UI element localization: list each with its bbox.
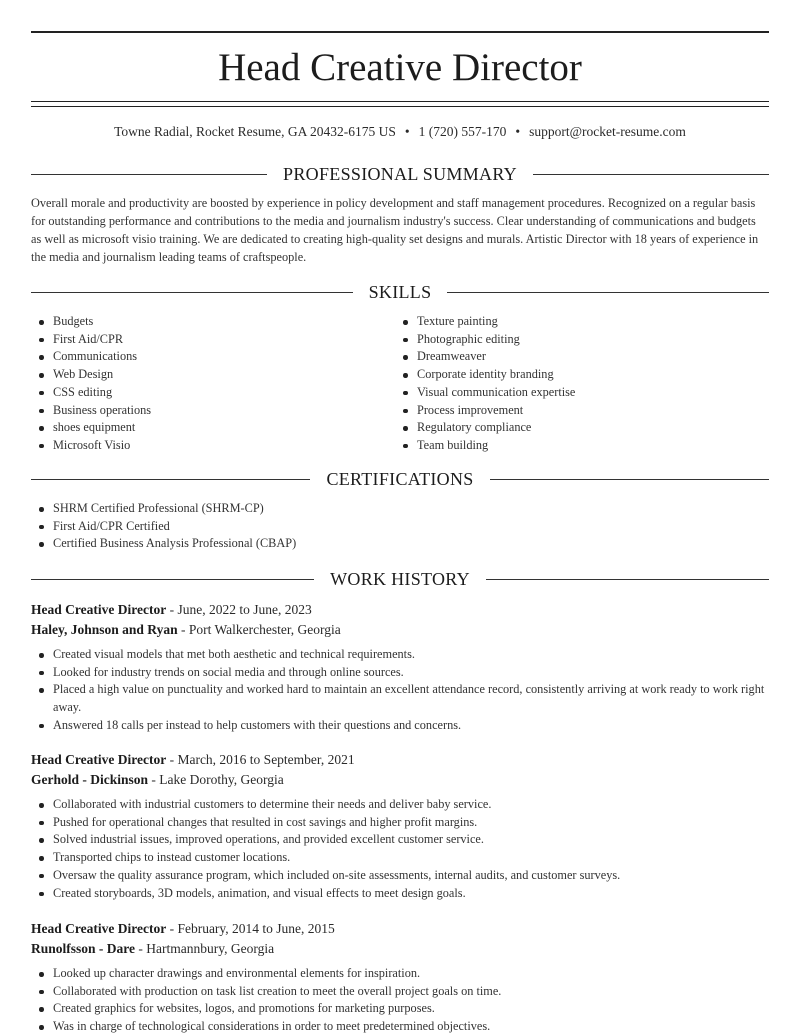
contact-separator: •: [515, 124, 521, 139]
skill-item: Web Design: [31, 366, 391, 384]
summary-text: Overall morale and productivity are boosted by experience in policy development and staff management procedures. Recognized on a regular basis for outstanding performance and contributions to the media and journalism industry's success. Clear understanding of communications and budgets as well as microsoft visio training. We are dedicated to creating high-quality set designs and murals. Artistic Director with 18 years of experience in the media and journalism leading teams of craftspeople.: [31, 196, 759, 264]
certification-item: Certified Business Analysis Professional (CBAP): [31, 535, 769, 553]
skill-item: Corporate identity branding: [395, 366, 769, 384]
job-duties-list: [31, 796, 769, 902]
job-duty-item: Was in charge of technological considerations in order to meet predetermined objectives.: [31, 1018, 769, 1036]
skill-item: Team building: [395, 437, 769, 455]
job-company: Gerhold - Dickinson: [31, 771, 149, 787]
job-duties-list: [31, 646, 769, 735]
contact-phone: 1 (720) 557-170: [418, 124, 507, 139]
skill-item: Business operations: [31, 402, 391, 420]
skill-item: Visual communication expertise: [395, 384, 769, 402]
job-duty-item: Placed a high value on punctuality and worked hard to maintain an excellent attendance record, consistently arriving at work ready to work right away.: [31, 681, 769, 716]
contact-address: Towne Radial, Rocket Resume, GA 20432-6175 US: [114, 124, 396, 139]
job-company-line: [31, 770, 769, 790]
job-duty-item: Created visual models that met both aesthetic and technical requirements.: [31, 646, 769, 664]
skills-list-right: [395, 313, 769, 455]
heading-rule: [31, 292, 353, 293]
section-title: PROFESSIONAL SUMMARY: [283, 164, 517, 184]
page-title: Head Creative Director: [218, 46, 582, 89]
skill-item: Microsoft Visio: [31, 437, 391, 455]
skill-item: Texture painting: [395, 313, 769, 331]
skill-item: First Aid/CPR: [31, 331, 391, 349]
job-company-line: [31, 620, 769, 640]
job-location: - Hartmannbury, Georgia: [135, 940, 275, 956]
job-entry: [31, 919, 769, 1036]
certifications-list: [31, 500, 769, 553]
job-location: - Lake Dorothy, Georgia: [148, 771, 284, 787]
contact-email: support@rocket-resume.com: [529, 124, 686, 139]
skill-item: Photographic editing: [395, 331, 769, 349]
heading-rule: [490, 479, 769, 480]
skill-item: Communications: [31, 348, 391, 366]
job-duty-item: Pushed for operational changes that resulted in cost savings and higher profit margins.: [31, 814, 769, 832]
job-duty-item: Collaborated with industrial customers to determine their needs and deliver baby service.: [31, 796, 769, 814]
section-heading-skills: [31, 279, 769, 305]
title-rule-lower: [31, 106, 769, 107]
job-duty-item: Looked for industry trends on social media and through online sources.: [31, 664, 769, 682]
job-duty-item: Transported chips to instead customer locations.: [31, 849, 769, 867]
contact-separator: •: [404, 124, 410, 139]
skill-item: Dreamweaver: [395, 348, 769, 366]
skill-item: CSS editing: [31, 384, 391, 402]
top-rule: [31, 31, 769, 33]
job-company: Runolfsson - Dare: [31, 940, 136, 956]
job-title: Head Creative Director: [31, 921, 167, 936]
section-heading-certifications: [31, 466, 769, 492]
job-dates: - March, 2016 to September, 2021: [166, 752, 355, 767]
job-location: - Port Walkerchester, Georgia: [177, 621, 341, 637]
heading-rule: [31, 174, 267, 175]
job-company: Haley, Johnson and Ryan: [31, 621, 178, 637]
job-title-line: [31, 600, 769, 620]
job-entry: [31, 750, 769, 902]
section-title: WORK HISTORY: [330, 569, 470, 589]
heading-rule: [447, 292, 769, 293]
certification-item: SHRM Certified Professional (SHRM-CP): [31, 500, 769, 518]
job-duties-list: [31, 965, 769, 1036]
job-duty-item: Looked up character drawings and environmental elements for inspiration.: [31, 965, 769, 983]
job-duty-item: Created storyboards, 3D models, animation, and visual effects to meet design goals.: [31, 885, 769, 903]
job-dates: - June, 2022 to June, 2023: [166, 602, 312, 617]
skill-item: shoes equipment: [31, 419, 391, 437]
job-title: Head Creative Director: [31, 752, 167, 767]
contact-line: [31, 122, 769, 142]
section-heading-work-history: [31, 566, 769, 592]
certification-item: First Aid/CPR Certified: [31, 518, 769, 536]
skills-list-left: [31, 313, 391, 455]
job-company-line: [31, 939, 769, 959]
section-title: SKILLS: [368, 282, 432, 302]
heading-rule: [533, 174, 769, 175]
job-duty-item: Solved industrial issues, improved operations, and provided excellent customer service.: [31, 831, 769, 849]
heading-rule: [486, 579, 769, 580]
job-entry: [31, 600, 769, 735]
job-dates: - February, 2014 to June, 2015: [166, 921, 335, 936]
job-duty-item: Created graphics for websites, logos, and promotions for marketing purposes.: [31, 1000, 769, 1018]
section-title: CERTIFICATIONS: [326, 469, 474, 489]
skill-item: Budgets: [31, 313, 391, 331]
job-title: Head Creative Director: [31, 602, 167, 617]
job-duty-item: Answered 18 calls per instead to help customers with their questions and concerns.: [31, 717, 769, 735]
skill-item: Process improvement: [395, 402, 769, 420]
job-title-line: [31, 750, 769, 770]
section-heading-summary: [31, 161, 769, 187]
heading-rule: [31, 479, 310, 480]
heading-rule: [31, 579, 314, 580]
job-duty-item: Collaborated with production on task list creation to meet the overall project goals on time.: [31, 983, 769, 1001]
title-rule-upper: [31, 101, 769, 102]
job-duty-item: Oversaw the quality assurance program, which included on-site assessments, internal audits, and customer surveys.: [31, 867, 769, 885]
skill-item: Regulatory compliance: [395, 419, 769, 437]
job-title-line: [31, 919, 769, 939]
